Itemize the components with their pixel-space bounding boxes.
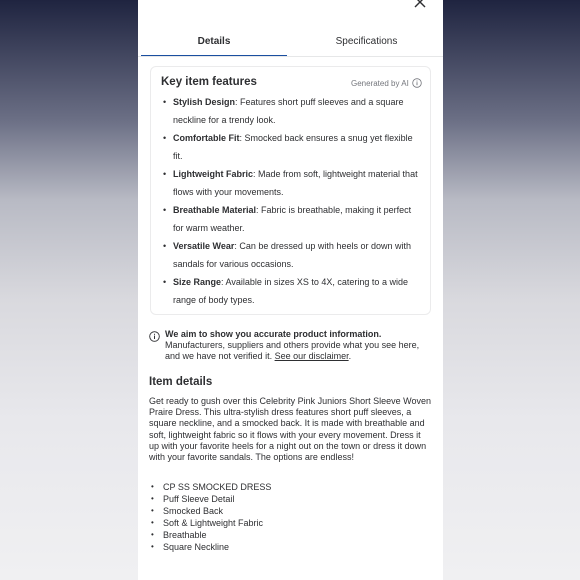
feature-text: : Made from soft, lightweight material that flows with your movements.	[173, 169, 418, 197]
feature-name: Comfortable Fit	[173, 133, 240, 143]
info-icon	[149, 331, 160, 342]
list-item: • Soft & Lightweight Fabric	[149, 517, 433, 529]
item-bullet-list	[149, 481, 433, 553]
key-features-list	[161, 93, 423, 309]
info-icon[interactable]	[412, 78, 422, 88]
details-sheet	[138, 0, 443, 580]
disclaimer-link[interactable]: See our disclaimer	[274, 351, 349, 361]
tab-bar	[138, 30, 443, 57]
item-description: Get ready to gush over this Celebrity Pink Juniors Short Sleeve Woven Praire Dress. This ultra-stylish dress features short puff sleeves, a square neckline, and a smocked back. It is made with breathable and soft, lightweight fabric so it flows with your every movement. Dress it up with your favorite heels for a night out on the town or dress it down with your favorite sandals. The options are endless!	[149, 396, 431, 463]
disclaimer-end: .	[348, 351, 352, 361]
key-features-card	[150, 66, 431, 315]
feature-name: Versatile Wear	[173, 241, 235, 251]
tab-specifications[interactable]: Specifications	[335, 36, 398, 47]
feature-name: Size Range	[173, 277, 222, 287]
list-item: • Smocked Back	[149, 505, 433, 517]
disclaimer-text	[165, 329, 435, 362]
tab-details[interactable]: Details	[141, 30, 287, 57]
feature-text: : Fabric is breathable, making it perfect for warm weather.	[173, 205, 412, 233]
item-details-title: Item details	[149, 376, 213, 388]
close-button[interactable]	[412, 0, 428, 10]
list-item: • Puff Sleeve Detail	[149, 493, 433, 505]
feature-name: Stylish Design	[173, 97, 236, 107]
list-item: • CP SS SMOCKED DRESS	[149, 481, 433, 493]
disclaimer-body: Manufacturers, suppliers and others provide what you see here, and we have not verified it.	[165, 340, 420, 361]
tab-divider	[138, 56, 443, 57]
key-features-title: Key item features	[161, 76, 257, 88]
feature-item	[161, 129, 423, 165]
feature-item	[161, 273, 423, 309]
feature-name: Lightweight Fabric	[173, 169, 253, 179]
feature-name: Breathable Material	[173, 205, 257, 215]
feature-item	[161, 201, 423, 237]
feature-item	[161, 165, 423, 201]
list-item: • Breathable	[149, 529, 433, 541]
feature-text: : Available in sizes XS to 4X, catering to a wide range of body types.	[173, 277, 408, 305]
feature-item	[161, 93, 423, 129]
list-item: • Square Neckline	[149, 541, 433, 553]
disclaimer-heading: We aim to show you accurate product information.	[165, 329, 382, 339]
generated-by-ai-tag	[351, 78, 422, 88]
close-icon	[412, 0, 428, 10]
feature-text: : Can be dressed up with heels or down with sandals for various occasions.	[173, 241, 411, 269]
feature-item	[161, 237, 423, 273]
ai-label: Generated by AI	[351, 78, 409, 88]
feature-text: : Features short puff sleeves and a square neckline for a trendy look.	[173, 97, 404, 125]
feature-text: : Smocked back ensures a snug yet flexible fit.	[173, 133, 413, 161]
